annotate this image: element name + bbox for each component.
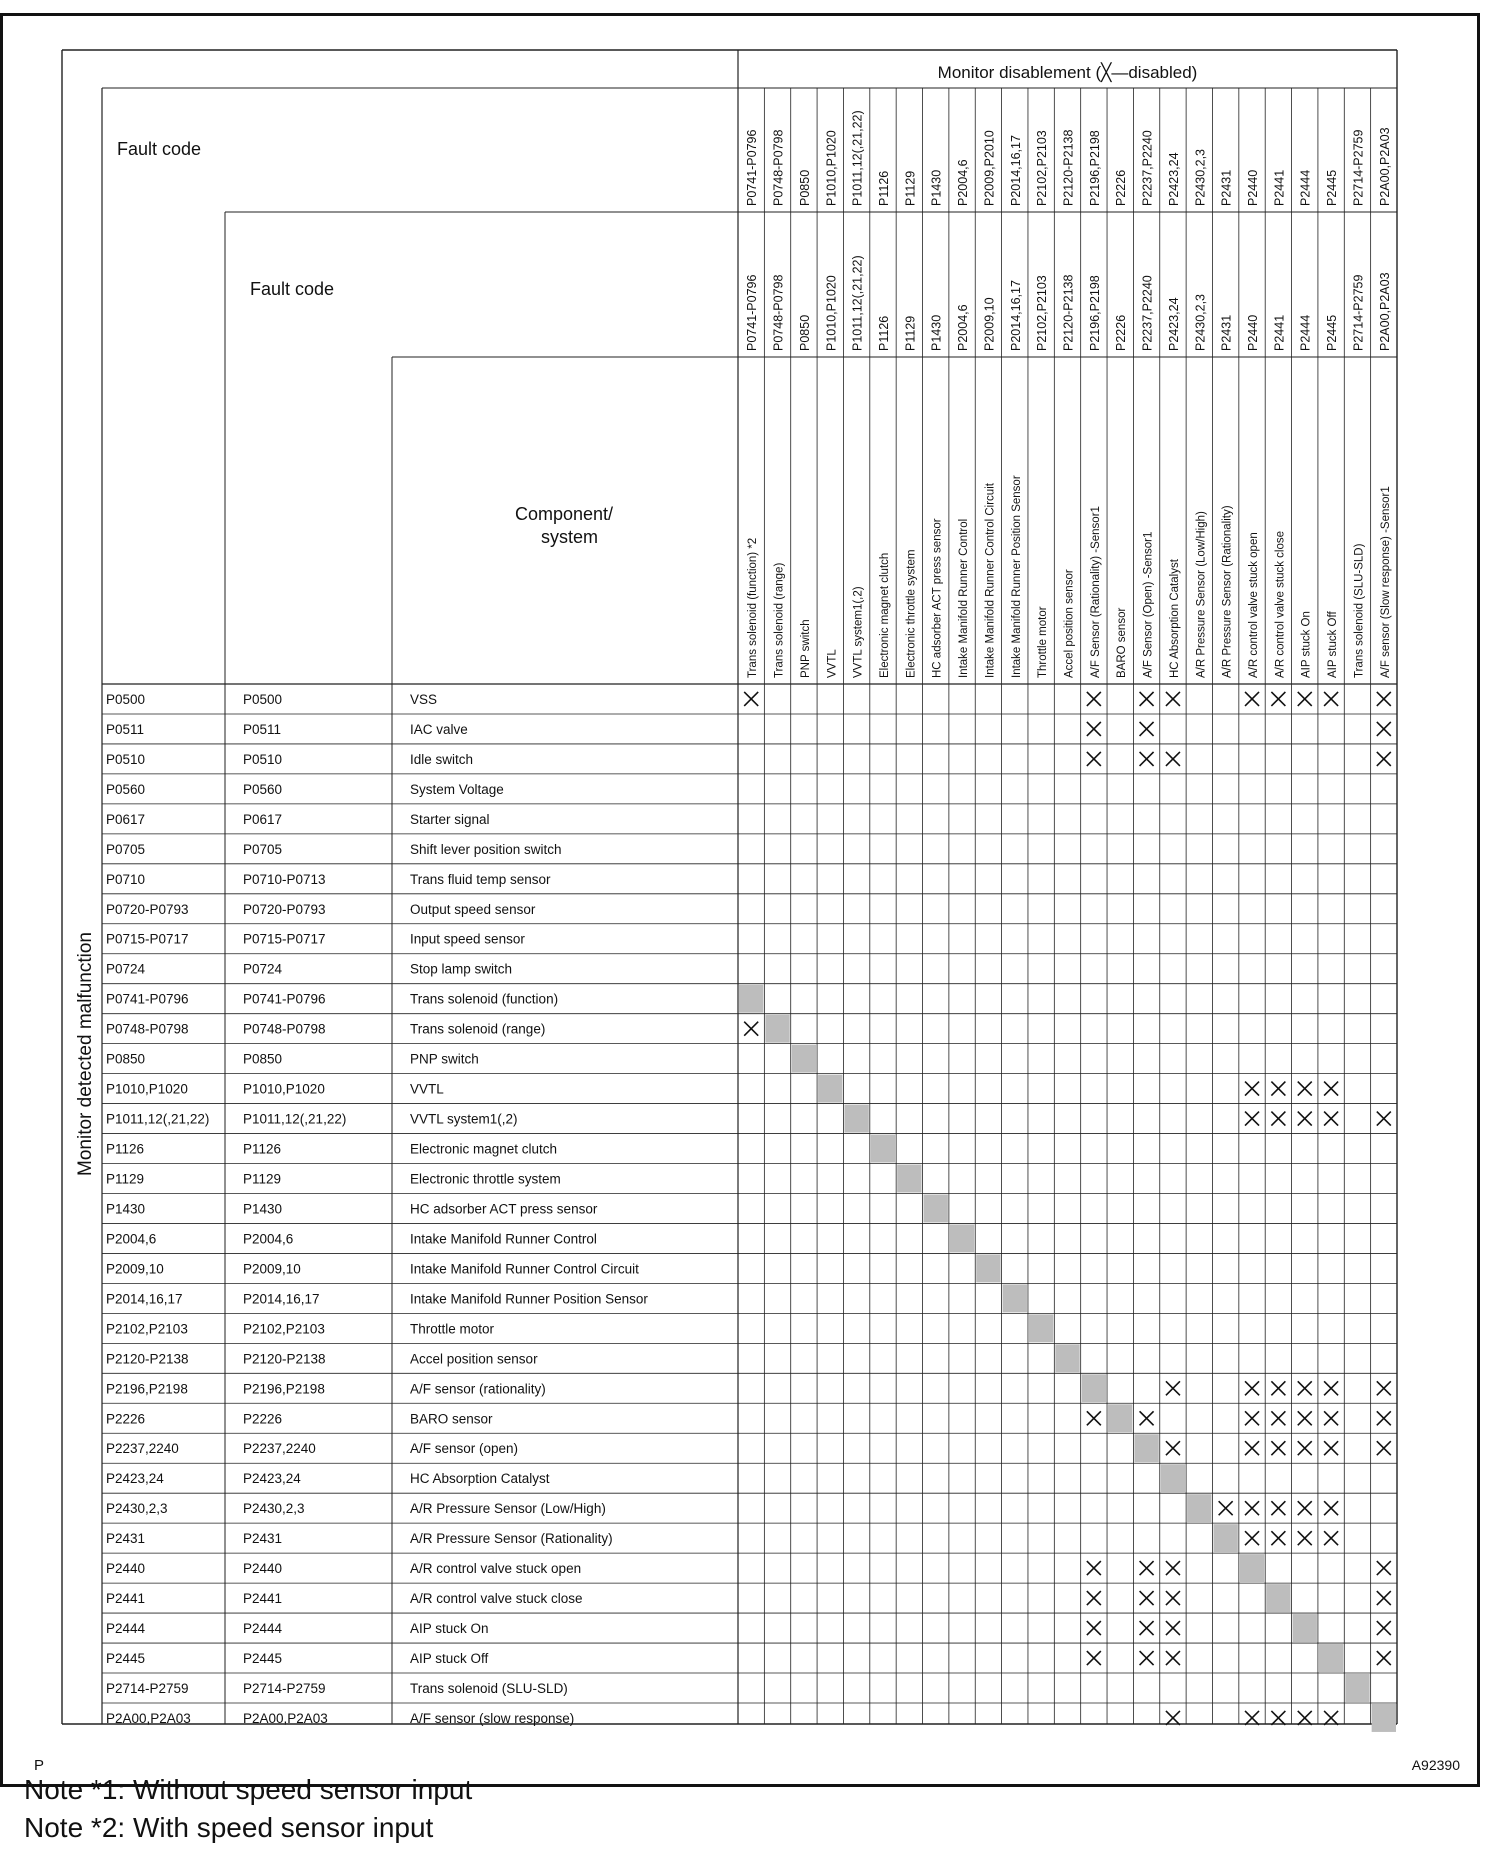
disabled-mark (1087, 1591, 1101, 1605)
row-component: Idle switch (410, 751, 474, 767)
row-component: HC Absorption Catalyst (410, 1471, 550, 1487)
disabled-mark (1271, 1441, 1285, 1455)
row-code-1: P2237,2240 (106, 1441, 179, 1457)
component-label-line2: system (541, 527, 599, 547)
column-component: A/R control valve stuck open (1248, 532, 1261, 678)
column-component: HC adsorber ACT press sensor (931, 518, 944, 678)
row-code-2: P2120-P2138 (243, 1351, 326, 1367)
row-component: PNP switch (410, 1051, 479, 1067)
row-component: BARO sensor (410, 1411, 493, 1427)
disabled-mark (1140, 1651, 1154, 1665)
row-code-2: P0710-P0713 (243, 871, 326, 887)
disabled-marks (744, 692, 1391, 1725)
row-component: AIP stuck Off (410, 1651, 489, 1667)
row-component: Output speed sensor (410, 901, 536, 917)
column-code-mid: P2226 (1114, 314, 1129, 351)
disabled-mark (1377, 1441, 1391, 1455)
column-code-mid: P2004,6 (956, 304, 971, 351)
row-component: Electronic magnet clutch (410, 1141, 558, 1157)
disabled-mark (1245, 1441, 1259, 1455)
disabled-mark (1377, 752, 1391, 766)
row-code-1: P0510 (106, 751, 146, 767)
column-code-mid: P2102,P2103 (1035, 275, 1050, 351)
row-component: Trans solenoid (SLU-SLD) (410, 1680, 568, 1696)
disabled-mark (1377, 1621, 1391, 1635)
column-code-top: P0748-P0798 (771, 129, 786, 206)
row-component: Throttle motor (410, 1321, 495, 1337)
column-code-top: P2004,6 (956, 159, 971, 206)
row-component: HC adsorber ACT press sensor (410, 1201, 598, 1217)
row-code-2: P0748-P0798 (243, 1021, 326, 1037)
column-component: A/R Pressure Sensor (Rationality) (1221, 505, 1234, 678)
footer-left-mark: P (34, 1757, 45, 1774)
disabled-mark (1087, 692, 1101, 706)
row-code-2: P2196,P2198 (243, 1381, 325, 1397)
shaded-cell (1240, 1554, 1264, 1582)
shaded-cell (844, 1105, 868, 1133)
row-code-1: P0748-P0798 (106, 1021, 189, 1037)
disabled-mark (1271, 1501, 1285, 1515)
disabled-mark (1271, 1711, 1285, 1725)
row-component: Electronic throttle system (410, 1171, 561, 1187)
disabled-mark (1166, 1441, 1180, 1455)
disabled-mark (1166, 1591, 1180, 1605)
row-code-1: P0560 (106, 781, 146, 797)
row-code-2: P2237,2240 (243, 1441, 316, 1457)
shaded-cell (1345, 1674, 1369, 1702)
row-component: Trans fluid temp sensor (410, 871, 551, 887)
column-component: VVTL (826, 649, 839, 678)
column-component: A/F Sensor (Open) -Sensor1 (1142, 531, 1155, 678)
row-code-1: P0617 (106, 811, 146, 827)
disabled-mark (1245, 1381, 1259, 1395)
disabled-mark (1324, 692, 1338, 706)
row-code-1: P2004,6 (106, 1231, 157, 1247)
column-code-top: P2441 (1272, 169, 1287, 206)
row-code-1: P2009,10 (106, 1261, 164, 1277)
disabled-mark (1087, 722, 1101, 736)
row-code-2: P2A00,P2A03 (243, 1710, 328, 1726)
row-component: A/F sensor (open) (410, 1441, 519, 1457)
disabled-mark (1140, 722, 1154, 736)
column-code-mid: P2444 (1298, 314, 1313, 351)
disabled-mark (1298, 1112, 1312, 1126)
row-code-1: P2444 (106, 1621, 146, 1637)
column-component: HC Absorption Catalyst (1168, 559, 1181, 678)
disabled-mark (1324, 1531, 1338, 1545)
disabled-mark (1166, 1651, 1180, 1665)
column-code-top: P2714-P2759 (1351, 129, 1366, 206)
row-code-1: P1129 (106, 1171, 145, 1187)
row-code-2: P0705 (243, 841, 283, 857)
column-code-top: P2009,P2010 (982, 130, 997, 206)
disabled-mark (1298, 1381, 1312, 1395)
column-code-top: P2A00,P2A03 (1377, 127, 1392, 206)
disabled-mark (1324, 1082, 1338, 1096)
shaded-cell (1213, 1524, 1237, 1552)
column-component: Intake Manifold Runner Position Sensor (1010, 475, 1023, 678)
row-code-2: P0720-P0793 (243, 901, 326, 917)
disabled-mark (1377, 1561, 1391, 1575)
disabled-mark (1140, 692, 1154, 706)
row-component: Accel position sensor (410, 1351, 538, 1367)
disabled-mark (1298, 692, 1312, 706)
column-code-top: P2440 (1246, 169, 1261, 206)
row-code-1: P2102,P2103 (106, 1321, 188, 1337)
column-code-mid: P2440 (1246, 314, 1261, 351)
disabled-mark (1219, 1501, 1233, 1515)
column-code-mid: P0850 (797, 314, 812, 351)
column-code-mid: P2445 (1325, 314, 1340, 351)
disabled-mark (1140, 1561, 1154, 1575)
disabled-mark (1298, 1441, 1312, 1455)
shaded-cell (1161, 1464, 1185, 1492)
disabled-mark (1245, 1411, 1259, 1425)
column-code-mid: P2014,16,17 (1008, 280, 1023, 351)
column-code-mid: P2441 (1272, 314, 1287, 351)
row-code-1: P2431 (106, 1531, 146, 1547)
shaded-cell (739, 985, 763, 1013)
row-code-2: P2423,24 (243, 1471, 301, 1487)
row-code-1: P0850 (106, 1051, 146, 1067)
row-component: Shift lever position switch (410, 841, 562, 857)
shaded-cell (1293, 1614, 1317, 1642)
disabled-mark (1087, 1411, 1101, 1425)
row-code-2: P0511 (243, 721, 282, 737)
column-code-mid: P2009,10 (982, 297, 997, 351)
column-component: A/R control valve stuck close (1274, 530, 1287, 678)
row-code-2: P2102,P2103 (243, 1321, 325, 1337)
column-code-top: P2014,16,17 (1008, 135, 1023, 206)
row-component: Trans solenoid (range) (410, 1021, 546, 1037)
row-code-1: P2196,P2198 (106, 1381, 188, 1397)
disabled-mark (1245, 1531, 1259, 1545)
row-code-2: P0724 (243, 961, 283, 977)
disabled-mark (1271, 1531, 1285, 1545)
disabled-mark (1324, 1441, 1338, 1455)
disabled-mark (1298, 1082, 1312, 1096)
row-code-2: P0617 (243, 811, 283, 827)
disabled-mark (1166, 1381, 1180, 1395)
row-code-2: P0510 (243, 751, 283, 767)
column-code-top: P2102,P2103 (1035, 130, 1050, 206)
disabled-mark (1166, 1561, 1180, 1575)
row-code-2: P2014,16,17 (243, 1291, 320, 1307)
row-code-2: P2226 (243, 1411, 283, 1427)
column-code-mid: P0748-P0798 (771, 274, 786, 351)
disabled-mark (1324, 1112, 1338, 1126)
row-code-2: P2440 (243, 1561, 283, 1577)
row-code-2: P1430 (243, 1201, 283, 1217)
disabled-mark (1166, 1711, 1180, 1725)
shaded-cell (897, 1165, 921, 1193)
column-component: VVTL system1(,2) (852, 586, 865, 678)
shaded-cell (765, 1015, 789, 1043)
disabled-mark (1324, 1381, 1338, 1395)
shaded-cell (1029, 1314, 1053, 1342)
shaded-cell (1003, 1284, 1027, 1312)
row-component: AIP stuck On (410, 1621, 489, 1637)
row-code-2: P1010,P1020 (243, 1081, 325, 1097)
row-code-2: P2009,10 (243, 1261, 301, 1277)
disabled-mark (1087, 1621, 1101, 1635)
row-code-2: P2714-P2759 (243, 1680, 326, 1696)
row-component: Intake Manifold Runner Control (410, 1231, 597, 1247)
column-code-top: P2237,P2240 (1140, 130, 1155, 206)
column-code-mid: P2423,24 (1166, 297, 1181, 351)
disabled-mark (1166, 692, 1180, 706)
row-code-1: P2423,24 (106, 1471, 164, 1487)
row-code-1: P2430,2,3 (106, 1501, 168, 1517)
row-code-1: P0741-P0796 (106, 991, 189, 1007)
row-code-2: P0741-P0796 (243, 991, 326, 1007)
row-code-1: P1126 (106, 1141, 145, 1157)
column-component: BARO sensor (1116, 607, 1129, 678)
row-code-1: P2120-P2138 (106, 1351, 189, 1367)
row-component: A/R Pressure Sensor (Rationality) (410, 1531, 613, 1547)
shaded-cell (1319, 1644, 1343, 1672)
row-code-1: P2445 (106, 1651, 146, 1667)
shaded-cell (1134, 1434, 1158, 1462)
column-code-top: P0741-P0796 (745, 129, 760, 206)
row-code-2: P1011,12(,21,22) (243, 1111, 347, 1127)
shaded-cell (1187, 1494, 1211, 1522)
row-code-2: P0500 (243, 691, 283, 707)
column-component: Electronic magnet clutch (878, 552, 891, 678)
column-code-top: P2445 (1325, 169, 1340, 206)
shaded-cell (871, 1135, 895, 1163)
column-code-mid: P2237,P2240 (1140, 275, 1155, 351)
row-component: VVTL (410, 1081, 444, 1097)
row-code-1: P2440 (106, 1561, 146, 1577)
disabled-mark (1140, 1591, 1154, 1605)
row-code-1: P1010,P1020 (106, 1081, 188, 1097)
column-component: Accel position sensor (1063, 569, 1076, 678)
disabled-mark (1298, 1531, 1312, 1545)
disabled-mark (1377, 722, 1391, 736)
row-code-2: P2431 (243, 1531, 283, 1547)
row-code-2: P2004,6 (243, 1231, 294, 1247)
column-code-top: P2431 (1219, 169, 1234, 206)
row-component: A/R control valve stuck open (410, 1561, 582, 1577)
row-code-2: P0850 (243, 1051, 283, 1067)
row-code-1: P2714-P2759 (106, 1680, 189, 1696)
column-component: A/F Sensor (Rationality) -Sensor1 (1089, 506, 1102, 678)
disabled-mark (1377, 692, 1391, 706)
disabled-mark (1245, 1711, 1259, 1725)
row-code-2: P1129 (243, 1171, 282, 1187)
shaded-cells (739, 985, 1396, 1732)
column-code-mid: P0741-P0796 (745, 274, 760, 351)
shaded-cell (1266, 1584, 1290, 1612)
disabled-mark (1324, 1711, 1338, 1725)
disabled-mark (1140, 752, 1154, 766)
disabled-mark (1298, 1501, 1312, 1515)
disabled-mark (1377, 1651, 1391, 1665)
column-component: Intake Manifold Runner Control Circuit (984, 483, 997, 678)
row-component: Stop lamp switch (410, 961, 513, 977)
row-component: Starter signal (410, 811, 490, 827)
row-code-2: P0560 (243, 781, 283, 797)
column-code-mid: P1126 (876, 315, 891, 351)
disabled-mark (1245, 1501, 1259, 1515)
shaded-cell (1082, 1374, 1106, 1402)
column-code-mid: P1430 (929, 314, 944, 351)
column-code-top: P2444 (1298, 169, 1313, 206)
column-component: Trans solenoid (function) *2 (747, 537, 760, 678)
row-code-1: P0705 (106, 841, 146, 857)
row-code-1: P2A00,P2A03 (106, 1710, 191, 1726)
row-code-1: P2014,16,17 (106, 1291, 183, 1307)
disabled-mark (1245, 1112, 1259, 1126)
disabled-mark (1140, 1411, 1154, 1425)
column-component: Throttle motor (1037, 606, 1050, 678)
row-code-1: P0724 (106, 961, 146, 977)
shaded-cell (924, 1194, 948, 1222)
fault-code-label-mid: Fault code (250, 279, 335, 299)
note-2: Note *2: With speed sensor input (24, 1812, 434, 1843)
disabled-mark (1271, 1112, 1285, 1126)
column-component: AIP stuck On (1300, 611, 1313, 678)
column-code-top: P1430 (929, 169, 944, 206)
column-code-top: P2430,2,3 (1193, 149, 1208, 206)
disabled-mark (744, 692, 758, 706)
column-code-top: P2226 (1114, 169, 1129, 206)
column-code-mid: P2A00,P2A03 (1377, 272, 1392, 351)
group-title: Monitor disablement (╳—disabled) (937, 63, 1198, 82)
row-code-2: P2444 (243, 1621, 283, 1637)
column-component: Electronic throttle system (905, 549, 918, 678)
column-code-mid: P2714-P2759 (1351, 274, 1366, 351)
disabled-mark (1166, 1621, 1180, 1635)
shaded-cell (950, 1224, 974, 1252)
component-label: Component/ (514, 504, 614, 524)
row-component: Intake Manifold Runner Position Sensor (410, 1291, 648, 1307)
row-component: Trans solenoid (function) (410, 991, 559, 1007)
column-code-top: P1129 (903, 170, 918, 206)
note-1: Note *1: Without speed sensor input (24, 1774, 473, 1805)
side-label: Monitor detected malfunction (75, 932, 96, 1176)
column-component: Trans solenoid (range) (773, 562, 786, 678)
disabled-mark (1377, 1381, 1391, 1395)
row-code-1: P0720-P0793 (106, 901, 189, 917)
row-component: Intake Manifold Runner Control Circuit (410, 1261, 639, 1277)
row-code-1: P0715-P0717 (106, 931, 189, 947)
column-code-mid: P2196,P2198 (1087, 275, 1102, 351)
row-code-2: P1126 (243, 1141, 282, 1157)
shaded-cell (1372, 1704, 1396, 1732)
column-component: AIP stuck Off (1327, 611, 1340, 678)
column-code-mid: P1010,P1020 (824, 275, 839, 351)
disabled-mark (1271, 1082, 1285, 1096)
column-code-top: P1126 (876, 170, 891, 206)
row-component: A/F sensor (slow response) (410, 1710, 575, 1726)
disabled-mark (1087, 752, 1101, 766)
column-code-mid: P1011,12(,21,22) (850, 255, 865, 351)
row-component: VVTL system1(,2) (410, 1111, 518, 1127)
column-code-top: P1010,P1020 (824, 130, 839, 206)
disabled-mark (1140, 1621, 1154, 1635)
disabled-mark (1245, 1082, 1259, 1096)
column-code-top: P2196,P2198 (1087, 130, 1102, 206)
row-code-2: P2430,2,3 (243, 1501, 305, 1517)
shaded-cell (976, 1254, 1000, 1282)
column-code-top: P2120-P2138 (1061, 129, 1076, 206)
row-code-1: P2226 (106, 1411, 146, 1427)
column-code-mid: P2431 (1219, 314, 1234, 351)
column-code-top: P1011,12(,21,22) (850, 110, 865, 206)
disabled-mark (1377, 1411, 1391, 1425)
disabled-mark (1271, 1381, 1285, 1395)
disabled-mark (1271, 1411, 1285, 1425)
row-code-1: P0710 (106, 871, 146, 887)
row-code-1: P0500 (106, 691, 146, 707)
disabled-mark (1245, 692, 1259, 706)
column-component: Trans solenoid (SLU-SLD) (1353, 543, 1366, 678)
column-component: PNP switch (799, 619, 812, 678)
column-code-mid: P2120-P2138 (1061, 274, 1076, 351)
row-component: System Voltage (410, 781, 504, 797)
column-code-top: P0850 (797, 169, 812, 206)
row-component: IAC valve (410, 721, 468, 737)
disabled-mark (1298, 1711, 1312, 1725)
shaded-cell (1055, 1344, 1079, 1372)
disabled-mark (1087, 1651, 1101, 1665)
row-code-1: P1011,12(,21,22) (106, 1111, 210, 1127)
row-code-2: P2441 (243, 1591, 283, 1607)
figure-id: A92390 (1411, 1757, 1460, 1773)
disabled-mark (744, 1022, 758, 1036)
row-component: A/R control valve stuck close (410, 1591, 583, 1607)
disabled-mark (1298, 1411, 1312, 1425)
row-code-1: P2441 (106, 1591, 146, 1607)
disabled-mark (1377, 1112, 1391, 1126)
disabled-mark (1166, 752, 1180, 766)
column-code-top: P2423,24 (1166, 152, 1181, 206)
row-component: VSS (410, 691, 438, 707)
table-text (34, 62, 1460, 1774)
row-component: Input speed sensor (410, 931, 525, 947)
fault-code-label-top: Fault code (117, 139, 202, 159)
disabled-mark (1087, 1561, 1101, 1575)
row-code-2: P0715-P0717 (243, 931, 326, 947)
row-code-1: P0511 (106, 721, 145, 737)
column-component: Intake Manifold Runner Control (958, 518, 971, 678)
disabled-mark (1324, 1411, 1338, 1425)
column-component: A/R Pressure Sensor (Low/High) (1195, 511, 1208, 678)
disabled-mark (1271, 692, 1285, 706)
column-code-mid: P2430,2,3 (1193, 294, 1208, 351)
column-code-mid: P1129 (903, 315, 918, 351)
row-component: A/R Pressure Sensor (Low/High) (410, 1501, 606, 1517)
shaded-cell (792, 1045, 816, 1073)
shaded-cell (818, 1075, 842, 1103)
row-component: A/F sensor (rationality) (410, 1381, 546, 1397)
disabled-mark (1377, 1591, 1391, 1605)
row-code-1: P1430 (106, 1201, 146, 1217)
disabled-mark (1324, 1501, 1338, 1515)
shaded-cell (1108, 1404, 1132, 1432)
column-component: A/F sensor (Slow response) -Sensor1 (1379, 486, 1392, 678)
row-code-2: P2445 (243, 1651, 283, 1667)
